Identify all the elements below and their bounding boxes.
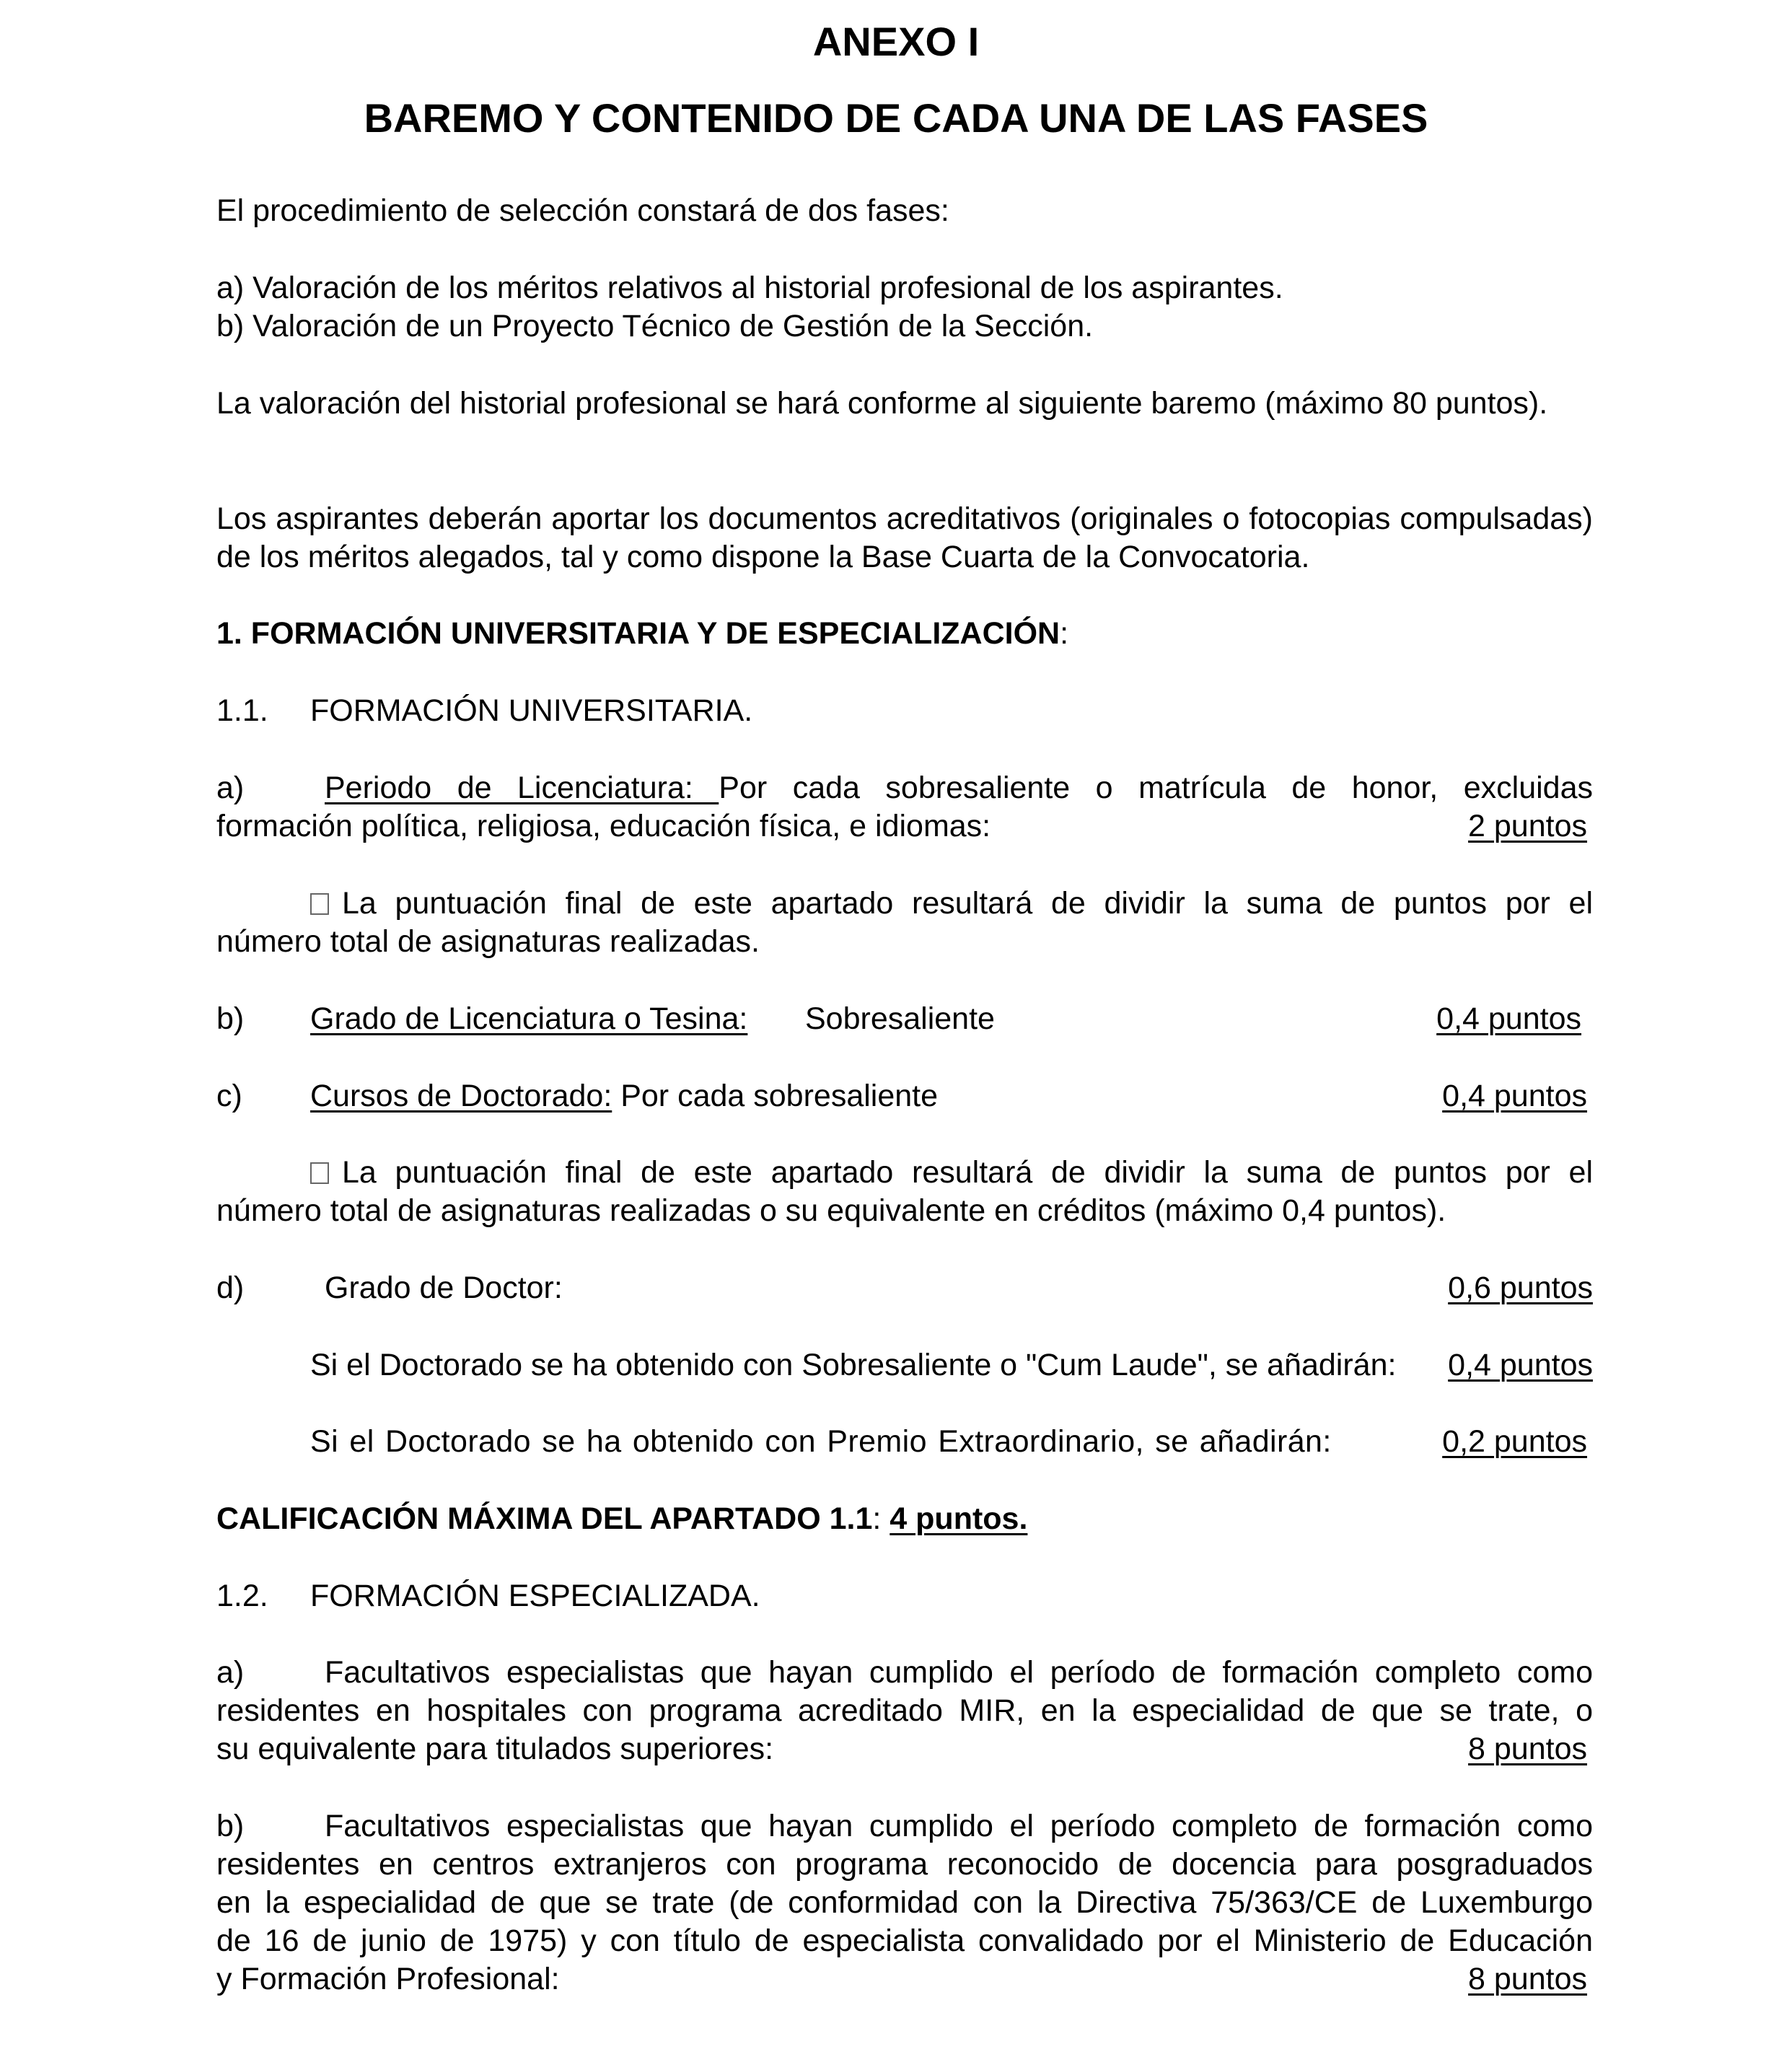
item-a-points: 2 puntos xyxy=(1468,809,1587,843)
item-a-line1 xyxy=(216,769,1593,807)
note-1-text: La puntuación final de este apartado resultará de dividir la suma de puntos por el xyxy=(342,886,1593,921)
spec-a-text-line2: residentes en hospitales con programa acreditado MIR, en la especialidad de que se trate, o xyxy=(216,1693,1593,1728)
spec-a-text-line1: Facultativos especialistas que hayan cumplido el período de formación completo como xyxy=(325,1655,1593,1690)
item-c-row xyxy=(216,1077,1593,1115)
item-c-points: 0,4 puntos xyxy=(1442,1079,1587,1113)
phase-b: b) Valoración de un Proyecto Técnico de Gestión de la Sección. xyxy=(216,309,1094,343)
section-1-2-heading xyxy=(216,1577,1593,1615)
note-2-line2: número total de asignaturas realizadas o su equivalente en créditos (máximo 0,4 puntos). xyxy=(216,1193,1446,1228)
section-1-colon: : xyxy=(1060,616,1069,651)
item-c-text: Por cada sobresaliente xyxy=(612,1079,939,1113)
item-b-points: 0,4 puntos xyxy=(1436,1001,1581,1036)
spec-b-text-line4: de 16 de junio de 1975) y con título de especialista convalidado por el Ministerio de Educación xyxy=(216,1923,1593,1958)
section-1-title: 1. FORMACIÓN UNIVERSITARIA Y DE ESPECIALIZACIÓN xyxy=(216,616,1060,651)
spec-b-text-line1: Facultativos especialistas que hayan cumplido el período completo de formación como xyxy=(325,1809,1593,1843)
max-score-row xyxy=(216,1500,1593,1538)
spec-a-points: 8 puntos xyxy=(1468,1732,1587,1766)
note-2-text: La puntuación final de este apartado resultará de dividir la suma de puntos por el xyxy=(342,1155,1593,1190)
item-d-cum-laude-text: Si el Doctorado se ha obtenido con Sobresaliente o "Cum Laude", se añadirán: xyxy=(310,1348,1397,1382)
item-a-text-line1 xyxy=(325,769,1593,807)
max-score-points: 4 puntos. xyxy=(890,1501,1028,1536)
spec-b-label: b) xyxy=(216,1809,245,1843)
note-1-line2: número total de asignaturas realizadas. xyxy=(216,924,760,959)
spec-b-text-line5: y Formación Profesional: xyxy=(216,1962,560,1996)
item-a-label: a) xyxy=(216,771,245,805)
item-c-label: c) xyxy=(216,1079,242,1113)
item-b-row xyxy=(216,1000,1593,1038)
item-d-label: d) xyxy=(216,1271,245,1305)
note-2-text-line1 xyxy=(310,1154,1593,1192)
annex-heading: ANEXO I xyxy=(812,19,980,64)
phase-a: a) Valoración de los méritos relativos al historial profesional de los aspirantes. xyxy=(216,271,1283,305)
section-1-heading xyxy=(216,615,1593,653)
spec-b-text-line2: residentes en centros extranjeros con programa reconocido de docencia para posgraduados xyxy=(216,1847,1593,1882)
section-1-2-title: FORMACIÓN ESPECIALIZADA. xyxy=(310,1579,760,1613)
bullet-box-icon xyxy=(310,1162,329,1184)
item-b-title: Grado de Licenciatura o Tesina: xyxy=(310,1001,748,1036)
spec-a-line1 xyxy=(216,1654,1593,1692)
valuation-paragraph: La valoración del historial profesional se hará conforme al siguiente baremo (máximo 80 puntos). xyxy=(216,386,1548,421)
item-d-premio-text: Si el Doctorado se ha obtenido con Premio Extraordinario, se añadirán: xyxy=(310,1424,1332,1459)
item-a-title: Periodo de Licenciatura: xyxy=(325,771,719,805)
section-1-1-title: FORMACIÓN UNIVERSITARIA. xyxy=(310,693,753,728)
item-d-premio-points: 0,2 puntos xyxy=(1442,1424,1587,1459)
documents-paragraph: Los aspirantes deberán aportar los documentos acreditativos (originales o fotocopias compulsadas) de los méritos alegados, tal y como dispone la Base Cuarta de la Convocatoria. xyxy=(216,501,1593,574)
spec-b-points: 8 puntos xyxy=(1468,1962,1587,1996)
spec-b-line1 xyxy=(216,1807,1593,1846)
document-title: BAREMO Y CONTENIDO DE CADA UNA DE LAS FASES xyxy=(364,95,1428,141)
intro-text: El procedimiento de selección constará de dos fases: xyxy=(216,193,949,228)
item-d-cum-laude-points: 0,4 puntos xyxy=(1448,1348,1593,1382)
item-a-text-line2: formación política, religiosa, educación física, e idiomas: xyxy=(216,809,991,843)
item-d-points: 0,6 puntos xyxy=(1448,1271,1593,1305)
max-score-label: CALIFICACIÓN MÁXIMA DEL APARTADO 1.1 xyxy=(216,1501,873,1536)
section-1-1-number: 1.1. xyxy=(216,693,268,728)
spec-b-text-line3: en la especialidad de que se trate (de conformidad con la Directiva 75/363/CE de Luxemburgo xyxy=(216,1885,1593,1920)
spec-b-line5 xyxy=(216,1960,1593,1998)
item-a-line2 xyxy=(216,807,1593,846)
section-1-1-heading xyxy=(216,692,1593,730)
section-1-2-number: 1.2. xyxy=(216,1579,268,1613)
item-c-text-wrap xyxy=(310,1077,938,1115)
item-a-description: Por cada sobresaliente o matrícula de honor, excluidas xyxy=(719,771,1593,805)
item-d-row xyxy=(216,1269,1593,1307)
spec-a-line3 xyxy=(216,1730,1593,1768)
item-c-title: Cursos de Doctorado: xyxy=(310,1079,612,1113)
max-score-colon: : xyxy=(872,1501,890,1536)
item-b-text: Sobresaliente xyxy=(805,1001,995,1036)
spec-a-text-line3: su equivalente para titulados superiores: xyxy=(216,1732,774,1766)
note-1-text-line1 xyxy=(310,885,1593,923)
item-b-label: b) xyxy=(216,1001,245,1036)
bullet-box-icon xyxy=(310,893,329,915)
spec-a-label: a) xyxy=(216,1655,245,1690)
item-d-title: Grado de Doctor: xyxy=(325,1271,563,1305)
